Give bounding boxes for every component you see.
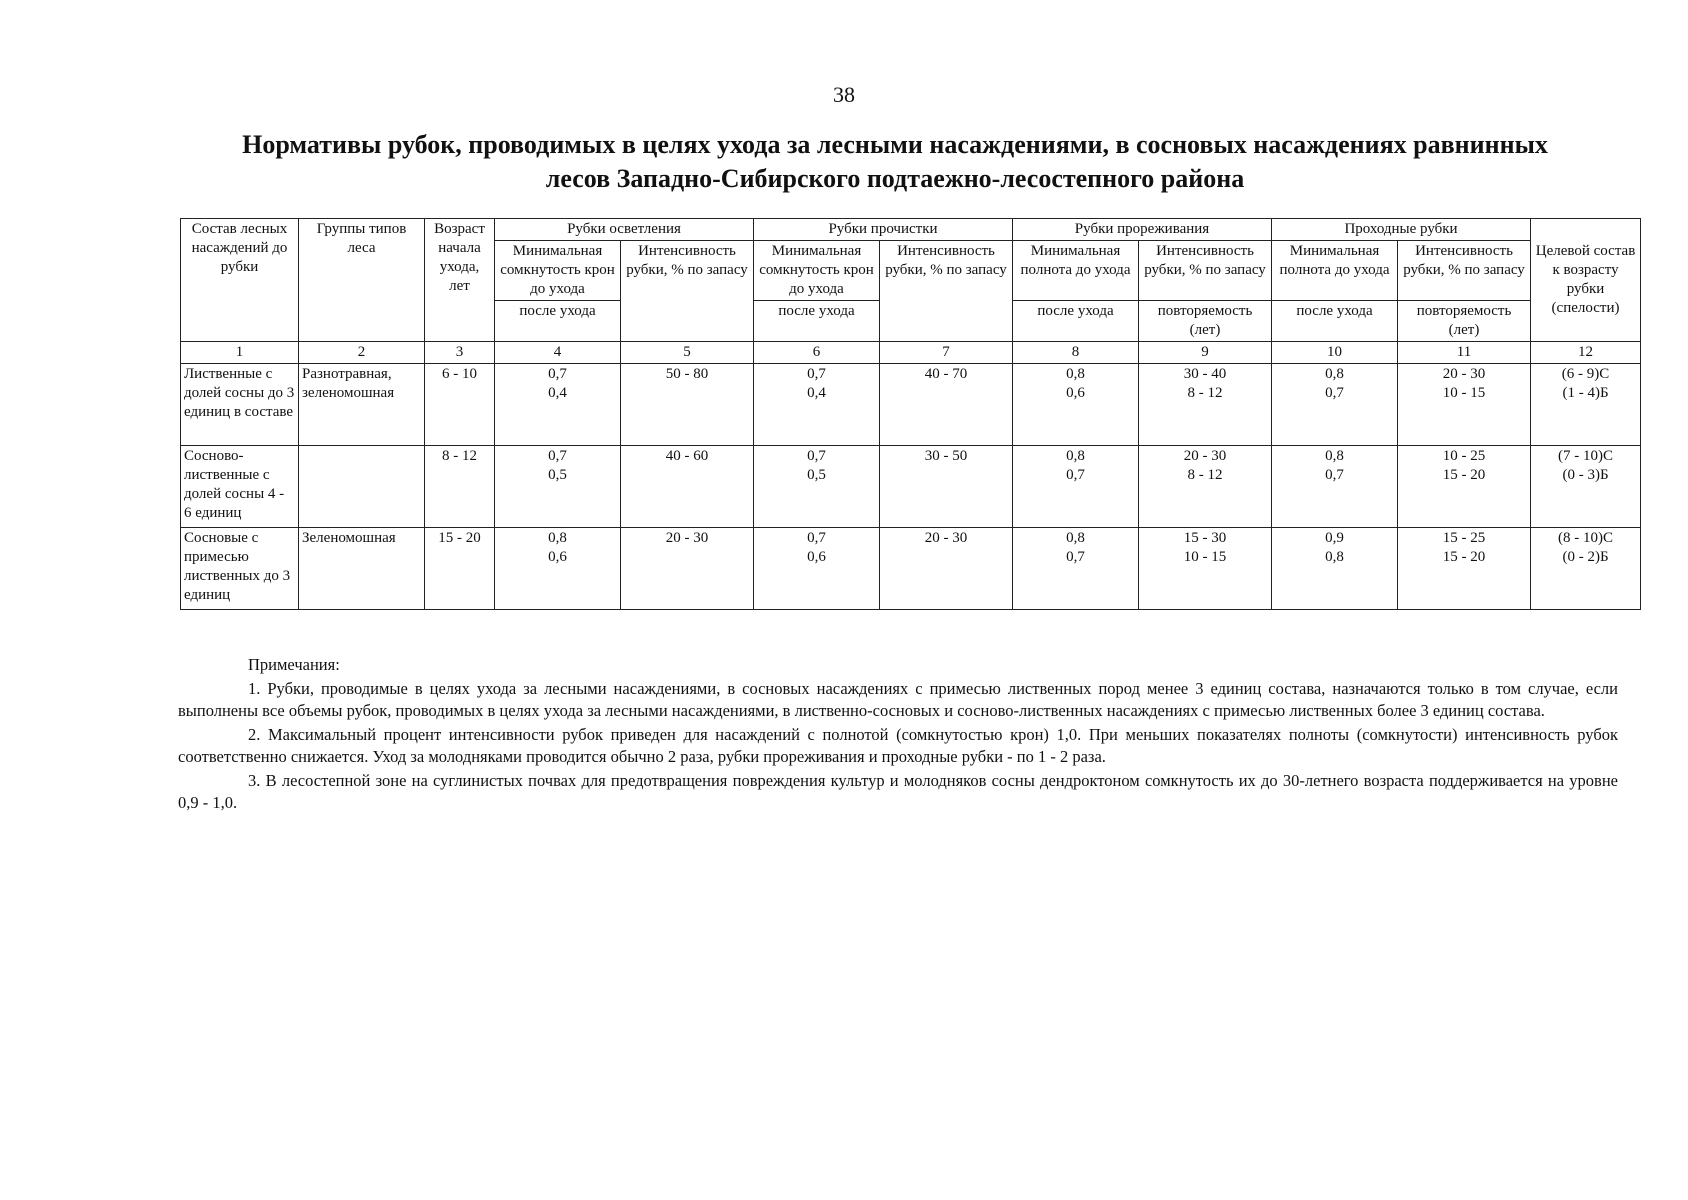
cell-c11	[1398, 528, 1531, 610]
cell-c9	[1139, 446, 1272, 528]
cell-age: 15 - 20	[425, 528, 495, 610]
cell-value: 15 - 30	[1183, 530, 1227, 546]
note-2: 2. Максимальный процент интенсивности рубок приведен для насаждений с полнотой (сомкнутостью крон) 1,0. При меньших показателях полноты (сомкнутости) интенсивность рубок соответственно снижается. Уход за молодняками проводится обычно 2 раза, рубки прореживания и проходные рубки - по 1 - 2 раза.	[178, 725, 1618, 766]
header-posle-ukhoda-3: после ухода	[1013, 301, 1139, 342]
cell-value: 20 - 30	[1183, 448, 1227, 464]
cell-c4	[495, 364, 621, 446]
table-row	[181, 528, 1641, 610]
document-title	[170, 128, 1620, 196]
cell-value: 0,7	[548, 448, 567, 464]
col-index: 10	[1272, 342, 1398, 364]
cell-value: 10 - 15	[1183, 549, 1227, 565]
title-line-1: Нормативы рубок, проводимых в целях ухода за лесными насаждениями, в сосновых насаждениях равнинных	[242, 130, 1548, 159]
col-index: 1	[181, 342, 299, 364]
cell-value: 0,7	[1325, 385, 1344, 401]
cell-value: 0,7	[1066, 549, 1085, 565]
header-target-composition: Целевой состав к возрасту рубки (спелости)	[1531, 219, 1641, 342]
col-index: 9	[1139, 342, 1272, 364]
cell-value: 10 - 15	[1442, 385, 1486, 401]
cell-c8	[1013, 364, 1139, 446]
cell-c10	[1272, 528, 1398, 610]
notes-section	[178, 654, 1618, 816]
header-prochistki: Рубки прочистки	[754, 219, 1013, 241]
col-index: 5	[621, 342, 754, 364]
cell-value: 0,8	[1066, 530, 1085, 546]
column-index-row	[181, 342, 1641, 364]
header-povtoryaemost-1: повторяемость (лет)	[1139, 301, 1272, 342]
table-row	[181, 446, 1641, 528]
cell-value: 0,7	[548, 366, 567, 382]
cell-value: 0,4	[807, 385, 826, 401]
header-min-somknutost-2: Минимальная сомкнутость крон до ухода	[754, 241, 880, 301]
cell-value: 15 - 25	[1442, 530, 1486, 546]
cell-c5: 50 - 80	[621, 364, 754, 446]
cell-value: 10 - 25	[1442, 448, 1486, 464]
cell-forest-type	[299, 446, 425, 528]
cell-c6	[754, 364, 880, 446]
header-posle-ukhoda-4: после ухода	[1272, 301, 1398, 342]
cell-c5: 20 - 30	[621, 528, 754, 610]
table-row	[181, 364, 1641, 446]
note-1: 1. Рубки, проводимые в целях ухода за лесными насаждениями, в сосновых насаждениях с примесью лиственных пород менее 3 единиц состава, назначаются только в том случае, если выполнены все объемы рубок, проводимых в целях ухода за лесными насаждениями, в лиственно-сосновых и сосново-лиственных насаждениях с примесью лиственных более 3 единиц состава.	[178, 679, 1618, 720]
cell-value: (6 - 9)С	[1561, 366, 1610, 382]
cell-forest-type: Разнотравная, зеленомошная	[299, 364, 425, 446]
cell-c7: 30 - 50	[880, 446, 1013, 528]
header-posle-ukhoda-2: после ухода	[754, 301, 880, 342]
cell-value: 0,4	[548, 385, 567, 401]
cell-value: 0,8	[1066, 448, 1085, 464]
cell-c8	[1013, 528, 1139, 610]
col-index: 7	[880, 342, 1013, 364]
cell-c7: 40 - 70	[880, 364, 1013, 446]
cell-value: 8 - 12	[1187, 385, 1223, 401]
cell-value: 0,6	[807, 549, 826, 565]
cell-value: 0,7	[807, 366, 826, 382]
cell-value: 0,5	[548, 467, 567, 483]
header-osvetleniya: Рубки осветления	[495, 219, 754, 241]
col-index: 2	[299, 342, 425, 364]
col-index: 11	[1398, 342, 1531, 364]
cell-value: 30 - 40	[1183, 366, 1227, 382]
header-intensivnost-3: Интенсивность рубки, % по запасу	[1139, 241, 1272, 301]
cell-value: 15 - 20	[1442, 467, 1486, 483]
cell-c6	[754, 528, 880, 610]
cell-value: 0,8	[1325, 549, 1344, 565]
cell-value: (8 - 10)С	[1558, 530, 1614, 546]
notes-heading: Примечания:	[248, 655, 340, 674]
cell-c5: 40 - 60	[621, 446, 754, 528]
cell-forest-type: Зеленомошная	[299, 528, 425, 610]
cell-c8	[1013, 446, 1139, 528]
cell-value: 0,6	[548, 549, 567, 565]
cell-c7: 20 - 30	[880, 528, 1013, 610]
cell-c9	[1139, 364, 1272, 446]
cell-c6	[754, 446, 880, 528]
cell-c10	[1272, 364, 1398, 446]
cell-value: 0,7	[1325, 467, 1344, 483]
header-prokhodnye: Проходные рубки	[1272, 219, 1531, 241]
header-min-somknutost-1: Минимальная сомкнутость крон до ухода	[495, 241, 621, 301]
header-intensivnost-2: Интенсивность рубки, % по запасу	[880, 241, 1013, 342]
header-prorezhivaniya: Рубки прореживания	[1013, 219, 1272, 241]
header-intensivnost-1: Интенсивность рубки, % по запасу	[621, 241, 754, 342]
cell-value: 0,8	[1325, 448, 1344, 464]
cell-age: 8 - 12	[425, 446, 495, 528]
cell-value: 8 - 12	[1187, 467, 1223, 483]
cell-age: 6 - 10	[425, 364, 495, 446]
cell-value: 0,6	[1066, 385, 1085, 401]
norms-table	[180, 218, 1641, 610]
cell-value: 0,8	[548, 530, 567, 546]
cell-value: (0 - 3)Б	[1562, 467, 1609, 483]
cell-c12	[1531, 364, 1641, 446]
header-forest-type: Группы типов леса	[299, 219, 425, 342]
cell-c4	[495, 446, 621, 528]
cell-c4	[495, 528, 621, 610]
cell-value: 0,9	[1325, 530, 1344, 546]
cell-value: 0,8	[1066, 366, 1085, 382]
header-posle-ukhoda-1: после ухода	[495, 301, 621, 342]
cell-value: (0 - 2)Б	[1562, 549, 1609, 565]
col-index: 4	[495, 342, 621, 364]
col-index: 3	[425, 342, 495, 364]
cell-c11	[1398, 446, 1531, 528]
cell-c12	[1531, 446, 1641, 528]
cell-value: (7 - 10)С	[1558, 448, 1614, 464]
header-age: Возраст начала ухода, лет	[425, 219, 495, 342]
cell-c12	[1531, 528, 1641, 610]
cell-c10	[1272, 446, 1398, 528]
note-3: 3. В лесостепной зоне на суглинистых почвах для предотвращения повреждения культур и молодняков сосны дендроктоном сомкнутость их до 30-летнего возраста поддерживается на уровне 0,9 - 1,0.	[178, 771, 1618, 812]
cell-value: 20 - 30	[1442, 366, 1486, 382]
cell-c9	[1139, 528, 1272, 610]
cell-c11	[1398, 364, 1531, 446]
cell-value: 0,8	[1325, 366, 1344, 382]
header-min-polnota-2: Минимальная полнота до ухода	[1272, 241, 1398, 301]
header-row-1	[181, 219, 1641, 241]
page-number: 38	[833, 82, 855, 107]
col-index: 12	[1531, 342, 1641, 364]
cell-value: 0,7	[807, 530, 826, 546]
cell-value: 0,5	[807, 467, 826, 483]
header-composition: Состав лесных насаждений до рубки	[181, 219, 299, 342]
col-index: 6	[754, 342, 880, 364]
cell-composition: Лиственные с долей сосны до 3 единиц в составе	[181, 364, 299, 446]
cell-composition: Сосновые с примесью лиственных до 3 единиц	[181, 528, 299, 610]
col-index: 8	[1013, 342, 1139, 364]
cell-composition: Сосново-лиственные с долей сосны 4 - 6 единиц	[181, 446, 299, 528]
title-line-2: лесов Западно-Сибирского подтаежно-лесостепного района	[545, 164, 1245, 193]
header-povtoryaemost-2: повторяемость (лет)	[1398, 301, 1531, 342]
cell-value: 15 - 20	[1442, 549, 1486, 565]
cell-value: (1 - 4)Б	[1562, 385, 1609, 401]
cell-value: 0,7	[1066, 467, 1085, 483]
header-min-polnota-1: Минимальная полнота до ухода	[1013, 241, 1139, 301]
cell-value: 0,7	[807, 448, 826, 464]
header-intensivnost-4: Интенсивность рубки, % по запасу	[1398, 241, 1531, 301]
